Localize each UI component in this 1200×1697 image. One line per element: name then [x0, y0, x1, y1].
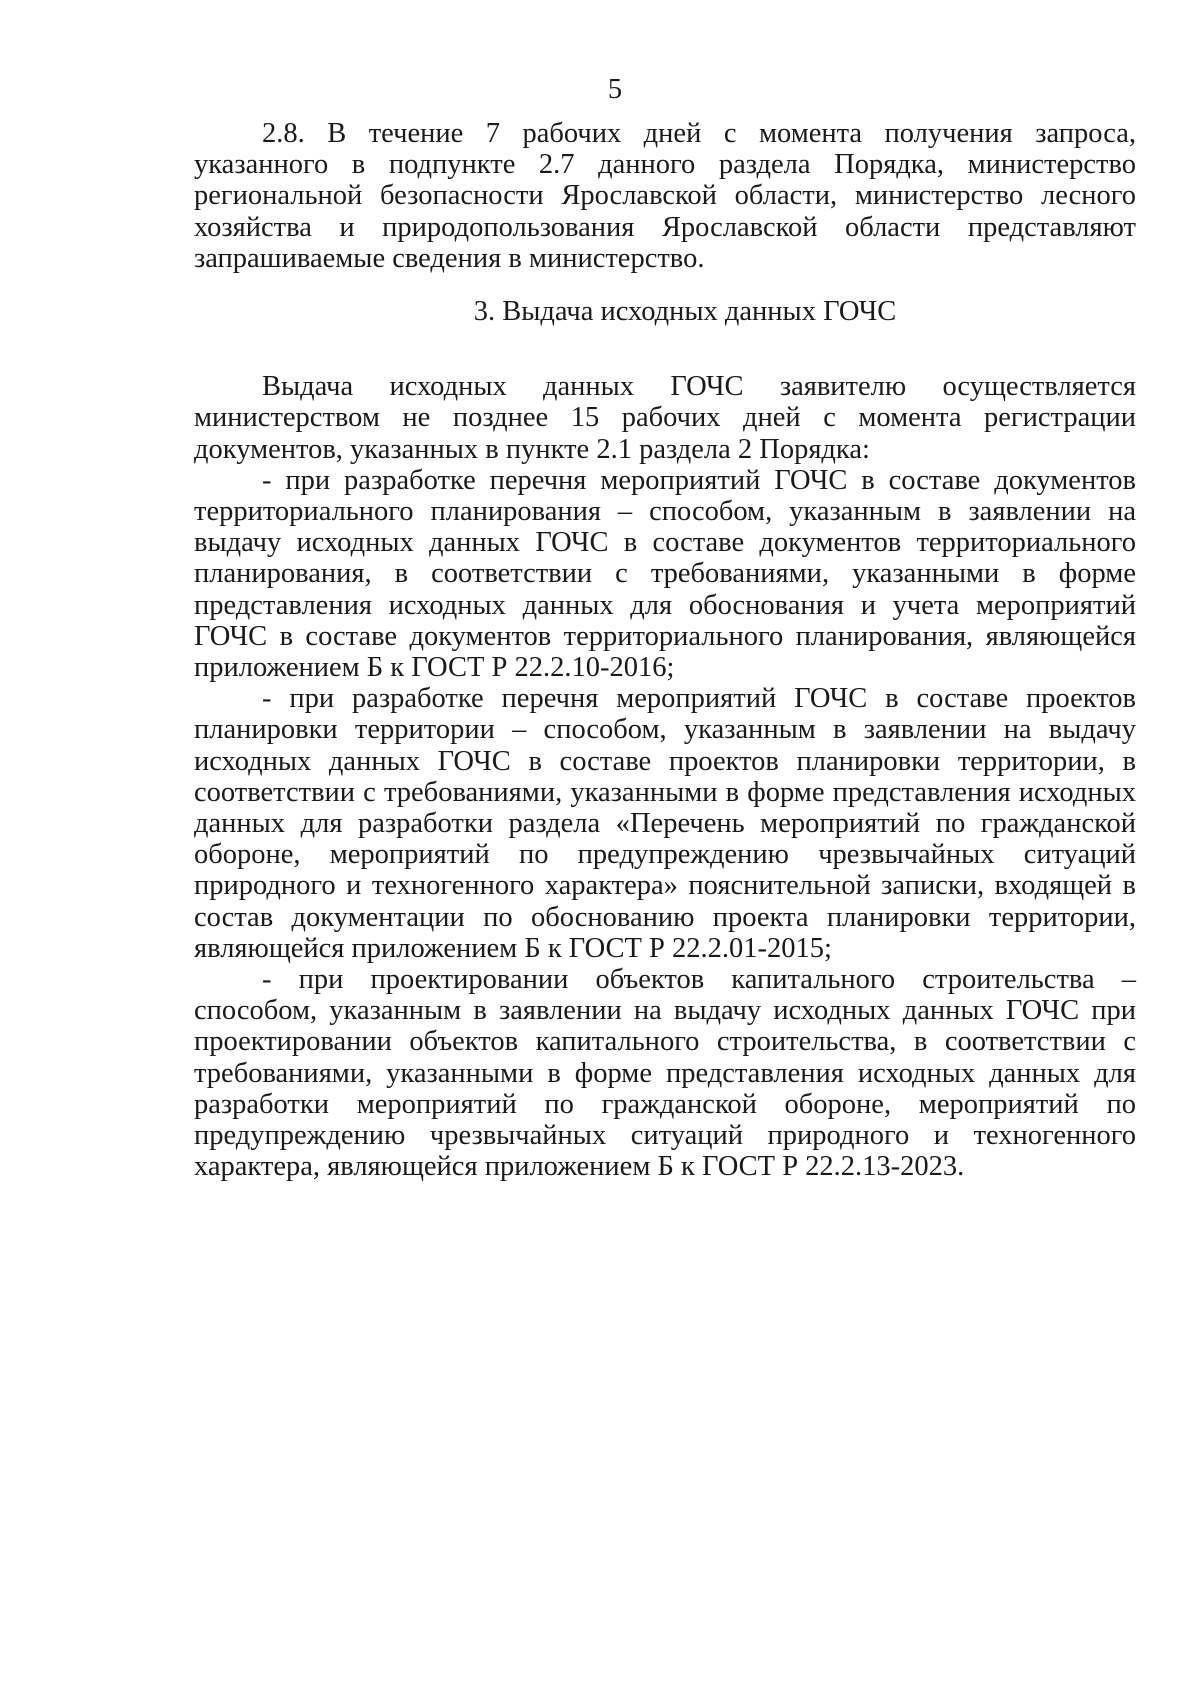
section-intro: Выдача исходных данных ГОЧС заявителю осуществляется министерством не позднее 15 рабочих дней с момента регистрации документов, указанных в пункте 2.1 раздела 2 Порядка: — [194, 371, 1136, 465]
page-number: 5 — [607, 74, 623, 105]
list-item-territory-planning-projects: - при разработке перечня мероприятий ГОЧС в составе проектов планировки территории – способом, указанным в заявлении на выдачу исходных данных ГОЧС в составе проектов планировки территории, в соответствии с требованиями, указанными в форме представления исходных данных для разработки раздела «Перечень мероприятий по гражданской обороне, мероприятий по предупреждению чрезвычайных ситуаций природного и техногенного характера» пояснительной записки, входящей в состав документации по обоснованию проекта планировки территории, являющейся приложением Б к ГОСТ Р 22.2.01-2015; — [194, 683, 1136, 964]
paragraph-2-8: 2.8. В течение 7 рабочих дней с момента получения запроса, указанного в подпункте 2.7 данного раздела Порядка, министерство региональной безопасности Ярославской области, министерство лесного хозяйства и природопользования Ярославской области представляют запрашиваемые сведения в министерство. — [194, 118, 1136, 274]
list-item-capital-construction: - при проектировании объектов капитального строительства – способом, указанным в заявлении на выдачу исходных данных ГОЧС при проектировании объектов капитального строительства, в соответствии с требованиями, указанными в форме представления исходных данных для разработки мероприятий по гражданской обороне, мероприятий по предупреждению чрезвычайных ситуаций природного и техногенного характера, являющейся приложением Б к ГОСТ Р 22.2.13-2023. — [194, 964, 1136, 1183]
document-body — [194, 118, 1136, 1183]
list-item-territorial-planning: - при разработке перечня мероприятий ГОЧС в составе документов территориального планирования – способом, указанным в заявлении на выдачу исходных данных ГОЧС в составе документов территориального планирования, в соответствии с требованиями, указанными в форме представления исходных данных для обоснования и учета мероприятий ГОЧС в составе документов территориального планирования, являющейся приложением Б к ГОСТ Р 22.2.10-2016; — [194, 464, 1136, 684]
section-heading: 3. Выдача исходных данных ГОЧС — [473, 296, 897, 328]
